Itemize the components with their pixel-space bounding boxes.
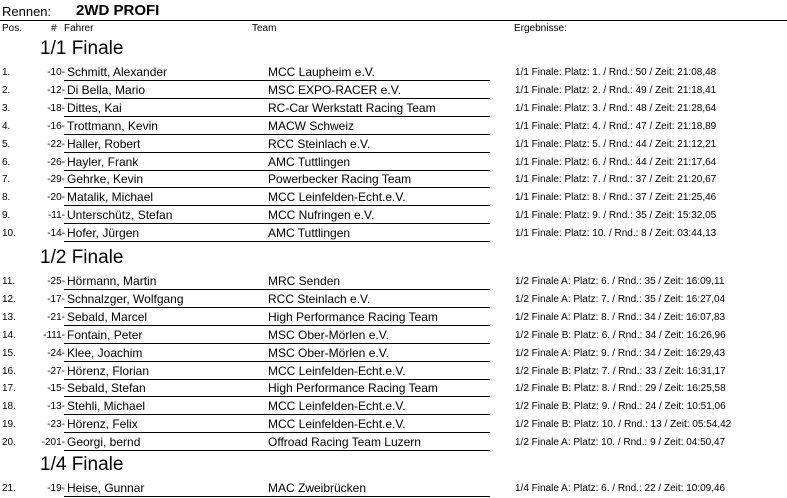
car-number-cell: -19-	[47, 483, 65, 494]
result-cell: 1/2 Finale B: Platz: 9. / Rnd.: 24 / Zeit: 10:51,06	[515, 401, 726, 413]
row-underline	[64, 187, 490, 188]
result-cell: 1/1 Finale: Platz: 6. / Rnd.: 44 / Zeit: 21:17,64	[515, 156, 717, 168]
driver-name-cell: Schnalzger, Wolfgang	[67, 291, 184, 306]
team-cell: MRC Senden	[268, 274, 341, 288]
car-number-cell: -18-	[47, 102, 65, 114]
team-cell: MSC Ober-Mörlen e.V.	[268, 327, 389, 342]
driver-name-cell: Hörenz, Felix	[67, 417, 138, 432]
team-cell: MAC Zweibrücken	[268, 481, 367, 495]
car-number-cell: -11-	[47, 210, 65, 222]
result-cell: 1/1 Finale: Platz: 4. / Rnd.: 47 / Zeit: 21:18,89	[515, 120, 717, 132]
row-underline	[64, 134, 490, 135]
result-row	[0, 136, 787, 154]
row-underline	[64, 414, 490, 415]
team-cell: MCC Leinfelden-Echt.e.V.	[268, 417, 406, 432]
team-cell: MCC Laupheim e.V.	[268, 65, 375, 79]
result-cell: 1/2 Finale B: Platz: 6. / Rnd.: 34 / Zeit: 16:26,96	[515, 329, 726, 341]
team-cell: RCC Steinlach e.V.	[268, 136, 371, 151]
result-row	[0, 416, 787, 434]
result-cell: 1/2 Finale A: Platz: 9. / Rnd.: 34 / Zeit: 16:29,43	[515, 347, 726, 359]
position-cell: 1.	[2, 67, 11, 78]
car-number-cell: -25-	[47, 276, 65, 287]
car-number-cell: -24-	[47, 347, 65, 359]
row-underline	[64, 170, 490, 171]
team-cell: MSC Ober-Mörlen e.V.	[268, 345, 389, 360]
driver-name-cell: Matalik, Michael	[67, 190, 154, 205]
driver-name-cell: Trottmann, Kevin	[67, 118, 158, 133]
result-cell: 1/1 Finale: Platz: 2. / Rnd.: 49 / Zeit: 21:18,41	[515, 84, 717, 96]
car-number-cell: -17-	[47, 293, 65, 305]
result-cell: 1/1 Finale: Platz: 1. / Rnd.: 50 / Zeit: 21:08,48	[515, 67, 717, 78]
race-label: Rennen:	[2, 4, 52, 19]
team-cell: MACW Schweiz	[268, 118, 355, 133]
position-cell: 3.	[2, 102, 11, 114]
driver-name-cell: Klee, Joachim	[67, 345, 143, 360]
driver-name-cell: Heise, Gunnar	[67, 481, 145, 495]
row-underline	[64, 152, 490, 153]
driver-name-cell: Sebald, Stefan	[67, 381, 146, 396]
driver-name-cell: Hörmann, Martin	[67, 274, 157, 288]
result-row	[0, 171, 787, 189]
driver-name-cell: Di Bella, Mario	[67, 82, 146, 97]
column-header-pos: Pos.	[2, 23, 23, 34]
position-cell: 19.	[2, 419, 16, 431]
position-cell: 20.	[2, 437, 16, 449]
race-class-name: 2WD PROFI	[76, 2, 160, 19]
team-cell: MSC EXPO-RACER e.V.	[268, 82, 401, 97]
row-underline	[64, 223, 490, 224]
driver-name-cell: Hofer, Jürgen	[67, 226, 140, 241]
row-underline	[64, 98, 490, 99]
position-cell: 15.	[2, 347, 16, 359]
result-row	[0, 82, 787, 100]
position-cell: 6.	[2, 156, 11, 168]
row-underline	[64, 432, 490, 433]
team-cell: MCC Leinfelden-Echt.e.V.	[268, 399, 406, 414]
car-number-cell: -14-	[47, 228, 65, 240]
result-row	[0, 434, 787, 452]
row-underline	[64, 379, 490, 380]
position-cell: 16.	[2, 365, 16, 377]
position-cell: 9.	[2, 210, 11, 222]
row-underline	[64, 343, 490, 344]
position-cell: 10.	[2, 228, 16, 240]
team-cell: RC-Car Werkstatt Racing Team	[268, 100, 436, 115]
row-underline	[64, 241, 490, 242]
result-row	[0, 398, 787, 416]
team-cell: AMC Tuttlingen	[268, 226, 351, 241]
result-cell: 1/1 Finale: Platz: 10. / Rnd.: 8 / Zeit: 03:44,13	[515, 228, 717, 240]
team-cell: High Performance Racing Team	[268, 309, 438, 324]
car-number-cell: -22-	[47, 138, 65, 150]
driver-name-cell: Georgi, bernd	[67, 435, 141, 450]
result-row	[0, 154, 787, 172]
result-cell: 1/2 Finale A: Platz: 10. / Rnd.: 9 / Zeit: 04:50,47	[515, 437, 726, 449]
row-underline	[64, 307, 490, 308]
car-number-cell: -21-	[47, 311, 65, 323]
result-row	[0, 380, 787, 398]
position-cell: 2.	[2, 84, 11, 96]
driver-name-cell: Unterschütz, Stefan	[67, 208, 173, 223]
team-cell: RCC Steinlach e.V.	[268, 291, 371, 306]
position-cell: 12.	[2, 293, 16, 305]
car-number-cell: -23-	[47, 419, 65, 431]
result-row	[0, 100, 787, 118]
car-number-cell: -26-	[47, 156, 65, 168]
column-header-number: #	[51, 23, 57, 34]
column-header-driver: Fahrer	[64, 23, 94, 34]
result-row	[0, 273, 787, 291]
result-row	[0, 118, 787, 136]
section-title: 1/2 Finale	[40, 247, 124, 268]
position-cell: 11.	[2, 276, 16, 287]
position-cell: 4.	[2, 120, 11, 132]
result-cell: 1/1 Finale: Platz: 5. / Rnd.: 44 / Zeit: 21:12,21	[515, 138, 717, 150]
team-cell: Offroad Racing Team Luzern	[268, 435, 421, 450]
row-underline	[64, 450, 490, 451]
team-cell: MCC Leinfelden-Echt.e.V.	[268, 363, 406, 378]
result-cell: 1/1 Finale: Platz: 3. / Rnd.: 48 / Zeit: 21:28,64	[515, 102, 717, 114]
driver-name-cell: Dittes, Kai	[67, 100, 122, 115]
car-number-cell: -27-	[47, 365, 65, 377]
column-header-team: Team	[252, 23, 277, 34]
driver-name-cell: Stehli, Michael	[67, 399, 146, 414]
result-cell: 1/1 Finale: Platz: 9. / Rnd.: 35 / Zeit: 15:32,05	[515, 210, 717, 222]
team-cell: MCC Nufringen e.V.	[268, 208, 375, 223]
result-cell: 1/1 Finale: Platz: 8. / Rnd.: 37 / Zeit: 21:25,46	[515, 192, 717, 204]
row-underline	[64, 116, 490, 117]
result-row	[0, 480, 787, 498]
result-cell: 1/2 Finale B: Platz: 7. / Rnd.: 33 / Zeit: 16:31,17	[515, 365, 726, 377]
car-number-cell: -29-	[47, 174, 65, 186]
result-row	[0, 327, 787, 345]
position-cell: 14.	[2, 329, 16, 341]
position-cell: 18.	[2, 401, 16, 413]
result-row	[0, 345, 787, 363]
car-number-cell: -15-	[47, 383, 65, 395]
result-cell: 1/2 Finale A: Platz: 6. / Rnd.: 35 / Zeit: 16:09,11	[515, 276, 725, 287]
team-cell: Powerbecker Racing Team	[268, 172, 412, 187]
result-row	[0, 291, 787, 309]
team-cell: High Performance Racing Team	[268, 381, 438, 396]
result-row	[0, 189, 787, 207]
position-cell: 17.	[2, 383, 16, 395]
row-underline	[64, 396, 490, 397]
position-cell: 5.	[2, 138, 11, 150]
result-cell: 1/2 Finale A: Platz: 8. / Rnd.: 34 / Zeit: 16:07,83	[515, 311, 726, 323]
car-number-cell: -20-	[47, 192, 65, 204]
car-number-cell: -12-	[47, 84, 65, 96]
result-row	[0, 207, 787, 225]
row-underline	[64, 205, 490, 206]
position-cell: 7.	[2, 174, 11, 186]
car-number-cell: -10-	[47, 67, 65, 78]
row-underline	[64, 325, 490, 326]
driver-name-cell: Schmitt, Alexander	[67, 65, 168, 79]
position-cell: 8.	[2, 192, 11, 204]
result-cell: 1/4 Finale A: Platz: 6. / Rnd.: 22 / Zeit: 10:09,46	[515, 483, 726, 494]
driver-name-cell: Hörenz, Florian	[67, 363, 150, 378]
section-title: 1/1 Finale	[40, 38, 124, 59]
result-row	[0, 64, 787, 82]
car-number-cell: -201-	[41, 437, 65, 449]
driver-name-cell: Hayler, Frank	[67, 154, 139, 169]
row-underline	[64, 80, 490, 81]
row-underline	[64, 289, 490, 290]
team-cell: AMC Tuttlingen	[268, 154, 351, 169]
section-title: 1/4 Finale	[40, 454, 124, 475]
position-cell: 13.	[2, 311, 16, 323]
result-row	[0, 363, 787, 381]
team-cell: MCC Leinfelden-Echt.e.V.	[268, 190, 406, 205]
column-header-results: Ergebnisse:	[514, 23, 567, 34]
result-row	[0, 225, 787, 243]
car-number-cell: -13-	[47, 401, 65, 413]
position-cell: 21.	[2, 483, 16, 494]
result-cell: 1/1 Finale: Platz: 7. / Rnd.: 37 / Zeit: 21:20,67	[515, 174, 717, 186]
result-cell: 1/2 Finale B: Platz: 10. / Rnd.: 13 / Zeit: 05:54,42	[515, 419, 732, 431]
car-number-cell: -111-	[43, 329, 65, 341]
result-cell: 1/2 Finale B: Platz: 8. / Rnd.: 29 / Zeit: 16:25,58	[515, 383, 726, 395]
title-divider	[0, 20, 787, 21]
result-cell: 1/2 Finale A: Platz: 7. / Rnd.: 35 / Zeit: 16:27,04	[515, 293, 726, 305]
driver-name-cell: Haller, Robert	[67, 136, 141, 151]
row-underline	[64, 361, 490, 362]
driver-name-cell: Gehrke, Kevin	[67, 172, 144, 187]
result-row	[0, 309, 787, 327]
driver-name-cell: Sebald, Marcel	[67, 309, 148, 324]
car-number-cell: -16-	[47, 120, 65, 132]
driver-name-cell: Fontain, Peter	[67, 327, 143, 342]
